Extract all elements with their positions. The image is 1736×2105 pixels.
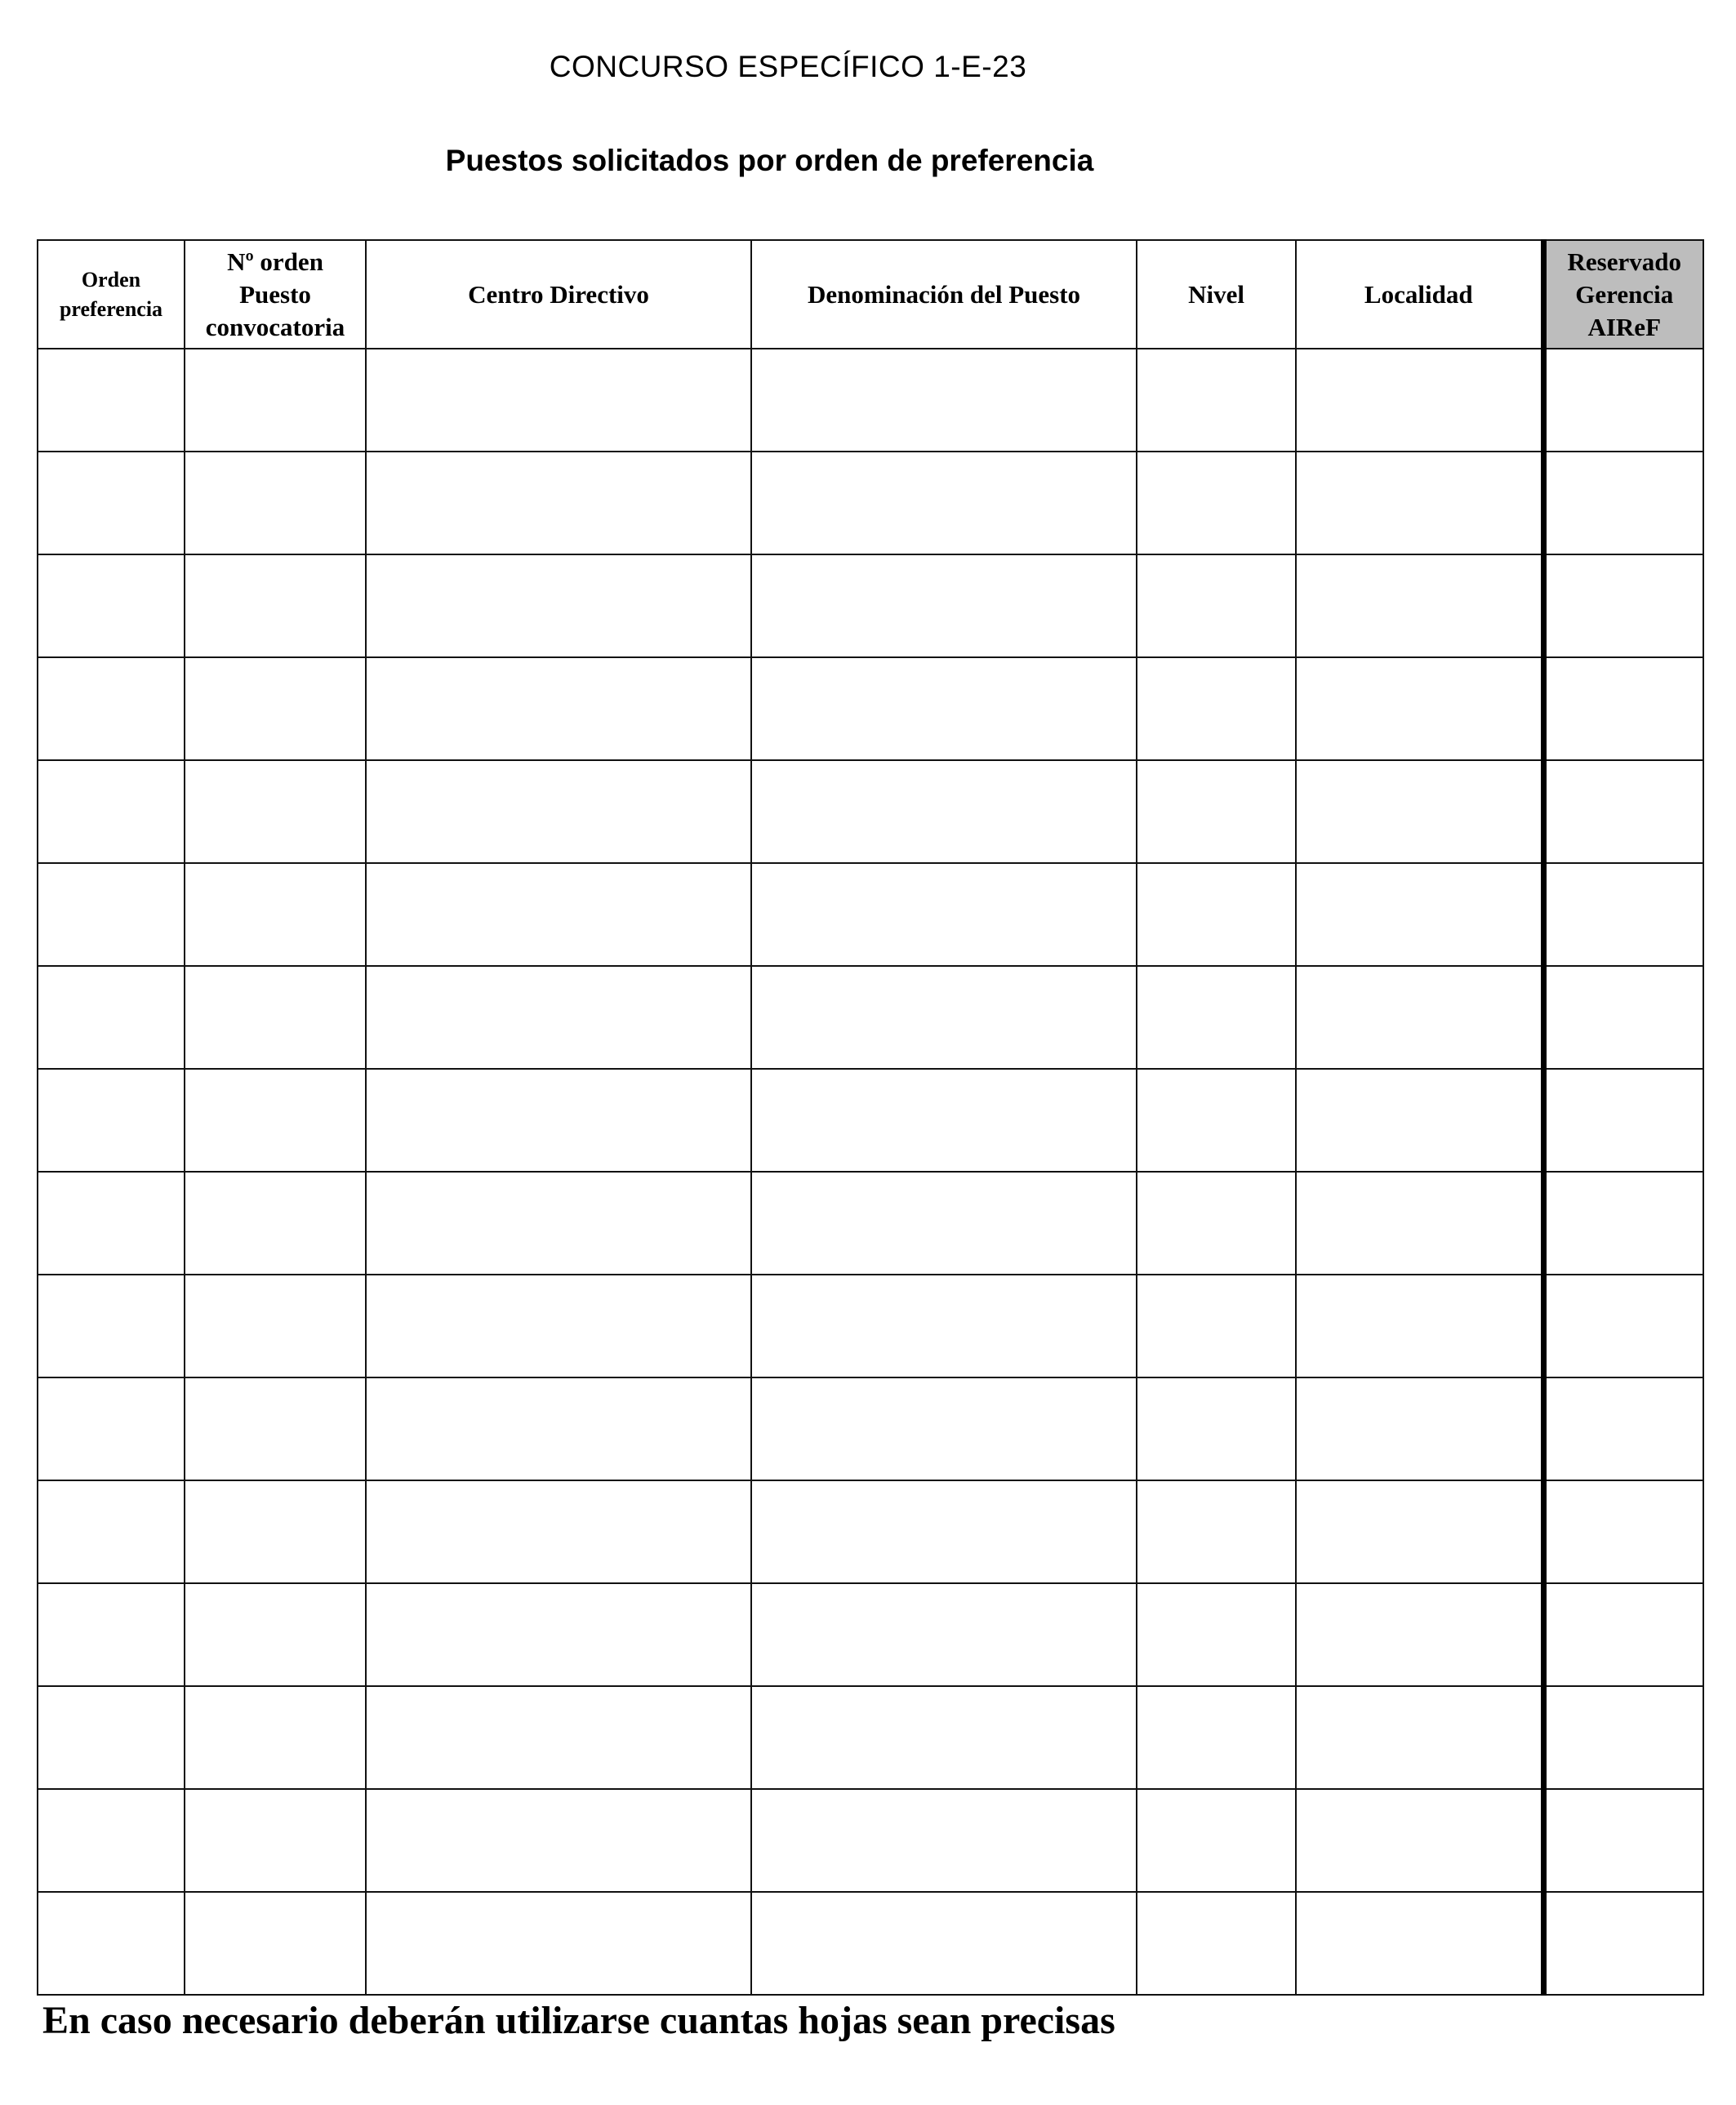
cell-reservado-gerencia[interactable]	[1543, 966, 1703, 1069]
cell-centro-directivo[interactable]	[366, 1069, 751, 1172]
cell-numero-orden-puesto[interactable]	[185, 1172, 366, 1275]
cell-nivel[interactable]	[1137, 452, 1296, 554]
cell-denominacion-puesto[interactable]	[751, 1789, 1137, 1892]
cell-orden-preferencia[interactable]	[38, 349, 185, 452]
cell-orden-preferencia[interactable]	[38, 554, 185, 657]
cell-denominacion-puesto[interactable]	[751, 1377, 1137, 1480]
table-row	[38, 554, 1703, 657]
cell-reservado-gerencia[interactable]	[1543, 863, 1703, 966]
cell-centro-directivo[interactable]	[366, 1583, 751, 1686]
cell-localidad[interactable]	[1296, 1583, 1543, 1686]
cell-nivel[interactable]	[1137, 1275, 1296, 1377]
cell-nivel[interactable]	[1137, 760, 1296, 863]
cell-orden-preferencia[interactable]	[38, 1172, 185, 1275]
cell-localidad[interactable]	[1296, 554, 1543, 657]
document-subtitle: Puestos solicitados por orden de preferencia	[445, 144, 1094, 177]
cell-denominacion-puesto[interactable]	[751, 760, 1137, 863]
header-reservado-gerencia: Reservado Gerencia AIReF	[1543, 240, 1703, 349]
cell-nivel[interactable]	[1137, 657, 1296, 760]
cell-numero-orden-puesto[interactable]	[185, 1480, 366, 1583]
cell-denominacion-puesto[interactable]	[751, 657, 1137, 760]
cell-localidad[interactable]	[1296, 1377, 1543, 1480]
cell-reservado-gerencia[interactable]	[1543, 760, 1703, 863]
cell-numero-orden-puesto[interactable]	[185, 1275, 366, 1377]
cell-reservado-gerencia[interactable]	[1543, 554, 1703, 657]
cell-localidad[interactable]	[1296, 1789, 1543, 1892]
cell-orden-preferencia[interactable]	[38, 966, 185, 1069]
cell-reservado-gerencia[interactable]	[1543, 1686, 1703, 1789]
cell-centro-directivo[interactable]	[366, 452, 751, 554]
cell-denominacion-puesto[interactable]	[751, 349, 1137, 452]
cell-denominacion-puesto[interactable]	[751, 1686, 1137, 1789]
header-nivel: Nivel	[1137, 240, 1296, 349]
cell-reservado-gerencia[interactable]	[1543, 1480, 1703, 1583]
cell-nivel[interactable]	[1137, 1686, 1296, 1789]
document-title: CONCURSO ESPECÍFICO 1-E-23	[549, 50, 1027, 83]
cell-nivel[interactable]	[1137, 1480, 1296, 1583]
cell-denominacion-puesto[interactable]	[751, 1275, 1137, 1377]
table-row	[38, 349, 1703, 452]
table-row	[38, 1892, 1703, 1995]
cell-denominacion-puesto[interactable]	[751, 863, 1137, 966]
cell-reservado-gerencia[interactable]	[1543, 1789, 1703, 1892]
table-row	[38, 760, 1703, 863]
cell-nivel[interactable]	[1137, 1789, 1296, 1892]
table-row	[38, 1686, 1703, 1789]
table-body	[38, 349, 1703, 1995]
cell-numero-orden-puesto[interactable]	[185, 1789, 366, 1892]
cell-nivel[interactable]	[1137, 1892, 1296, 1995]
table-row	[38, 1480, 1703, 1583]
cell-numero-orden-puesto[interactable]	[185, 349, 366, 452]
table-row	[38, 1172, 1703, 1275]
header-centro-directivo: Centro Directivo	[366, 240, 751, 349]
cell-nivel[interactable]	[1137, 1069, 1296, 1172]
cell-orden-preferencia[interactable]	[38, 760, 185, 863]
cell-localidad[interactable]	[1296, 1892, 1543, 1995]
cell-numero-orden-puesto[interactable]	[185, 966, 366, 1069]
cell-centro-directivo[interactable]	[366, 349, 751, 452]
cell-centro-directivo[interactable]	[366, 1172, 751, 1275]
table-row	[38, 657, 1703, 760]
cell-nivel[interactable]	[1137, 863, 1296, 966]
cell-reservado-gerencia[interactable]	[1543, 1275, 1703, 1377]
cell-reservado-gerencia[interactable]	[1543, 349, 1703, 452]
cell-denominacion-puesto[interactable]	[751, 1172, 1137, 1275]
cell-nivel[interactable]	[1137, 1377, 1296, 1480]
cell-centro-directivo[interactable]	[366, 1377, 751, 1480]
cell-localidad[interactable]	[1296, 760, 1543, 863]
table-row	[38, 1789, 1703, 1892]
cell-localidad[interactable]	[1296, 349, 1543, 452]
cell-localidad[interactable]	[1296, 657, 1543, 760]
cell-denominacion-puesto[interactable]	[751, 1892, 1137, 1995]
cell-nivel[interactable]	[1137, 554, 1296, 657]
table-header-row	[38, 240, 1703, 349]
cell-localidad[interactable]	[1296, 1480, 1543, 1583]
cell-localidad[interactable]	[1296, 863, 1543, 966]
cell-reservado-gerencia[interactable]	[1543, 657, 1703, 760]
cell-numero-orden-puesto[interactable]	[185, 1377, 366, 1480]
cell-numero-orden-puesto[interactable]	[185, 657, 366, 760]
table-row	[38, 863, 1703, 966]
cell-orden-preferencia[interactable]	[38, 1686, 185, 1789]
cell-orden-preferencia[interactable]	[38, 1275, 185, 1377]
header-localidad: Localidad	[1296, 240, 1543, 349]
cell-reservado-gerencia[interactable]	[1543, 1377, 1703, 1480]
preference-table	[37, 239, 1704, 1996]
cell-centro-directivo[interactable]	[366, 1275, 751, 1377]
cell-orden-preferencia[interactable]	[38, 452, 185, 554]
cell-denominacion-puesto[interactable]	[751, 452, 1137, 554]
cell-denominacion-puesto[interactable]	[751, 1069, 1137, 1172]
cell-localidad[interactable]	[1296, 1686, 1543, 1789]
cell-denominacion-puesto[interactable]	[751, 1480, 1137, 1583]
cell-localidad[interactable]	[1296, 1275, 1543, 1377]
cell-numero-orden-puesto[interactable]	[185, 1892, 366, 1995]
cell-centro-directivo[interactable]	[366, 657, 751, 760]
cell-orden-preferencia[interactable]	[38, 1069, 185, 1172]
cell-numero-orden-puesto[interactable]	[185, 1583, 366, 1686]
cell-reservado-gerencia[interactable]	[1543, 1583, 1703, 1686]
cell-orden-preferencia[interactable]	[38, 1377, 185, 1480]
cell-orden-preferencia[interactable]	[38, 863, 185, 966]
cell-centro-directivo[interactable]	[366, 966, 751, 1069]
table-row	[38, 452, 1703, 554]
cell-localidad[interactable]	[1296, 1172, 1543, 1275]
cell-orden-preferencia[interactable]	[38, 1583, 185, 1686]
cell-orden-preferencia[interactable]	[38, 657, 185, 760]
cell-centro-directivo[interactable]	[366, 1686, 751, 1789]
cell-orden-preferencia[interactable]	[38, 1789, 185, 1892]
table-row	[38, 1069, 1703, 1172]
table-row	[38, 1275, 1703, 1377]
cell-centro-directivo[interactable]	[366, 554, 751, 657]
cell-centro-directivo[interactable]	[366, 863, 751, 966]
cell-nivel[interactable]	[1137, 966, 1296, 1069]
table-row	[38, 1377, 1703, 1480]
header-numero-orden-puesto: Nº orden Puesto convocatoria	[185, 240, 366, 349]
cell-numero-orden-puesto[interactable]	[185, 452, 366, 554]
cell-numero-orden-puesto[interactable]	[185, 554, 366, 657]
cell-numero-orden-puesto[interactable]	[185, 1686, 366, 1789]
cell-nivel[interactable]	[1137, 1583, 1296, 1686]
cell-reservado-gerencia[interactable]	[1543, 1892, 1703, 1995]
cell-reservado-gerencia[interactable]	[1543, 1172, 1703, 1275]
cell-reservado-gerencia[interactable]	[1543, 452, 1703, 554]
cell-denominacion-puesto[interactable]	[751, 966, 1137, 1069]
cell-centro-directivo[interactable]	[366, 1789, 751, 1892]
cell-denominacion-puesto[interactable]	[751, 554, 1137, 657]
footer-note: En caso necesario deberán utilizarse cuantas hojas sean precisas	[42, 1999, 1115, 2042]
cell-numero-orden-puesto[interactable]	[185, 760, 366, 863]
cell-centro-directivo[interactable]	[366, 1892, 751, 1995]
cell-centro-directivo[interactable]	[366, 1480, 751, 1583]
cell-numero-orden-puesto[interactable]	[185, 1069, 366, 1172]
header-denominacion-puesto: Denominación del Puesto	[751, 240, 1137, 349]
cell-localidad[interactable]	[1296, 966, 1543, 1069]
cell-centro-directivo[interactable]	[366, 760, 751, 863]
cell-localidad[interactable]	[1296, 1069, 1543, 1172]
cell-reservado-gerencia[interactable]	[1543, 1069, 1703, 1172]
cell-orden-preferencia[interactable]	[38, 1892, 185, 1995]
header-orden-preferencia: Orden preferencia	[38, 240, 185, 349]
cell-nivel[interactable]	[1137, 349, 1296, 452]
cell-localidad[interactable]	[1296, 452, 1543, 554]
cell-numero-orden-puesto[interactable]	[185, 863, 366, 966]
cell-orden-preferencia[interactable]	[38, 1480, 185, 1583]
table-row	[38, 966, 1703, 1069]
table-row	[38, 1583, 1703, 1686]
cell-denominacion-puesto[interactable]	[751, 1583, 1137, 1686]
cell-nivel[interactable]	[1137, 1172, 1296, 1275]
